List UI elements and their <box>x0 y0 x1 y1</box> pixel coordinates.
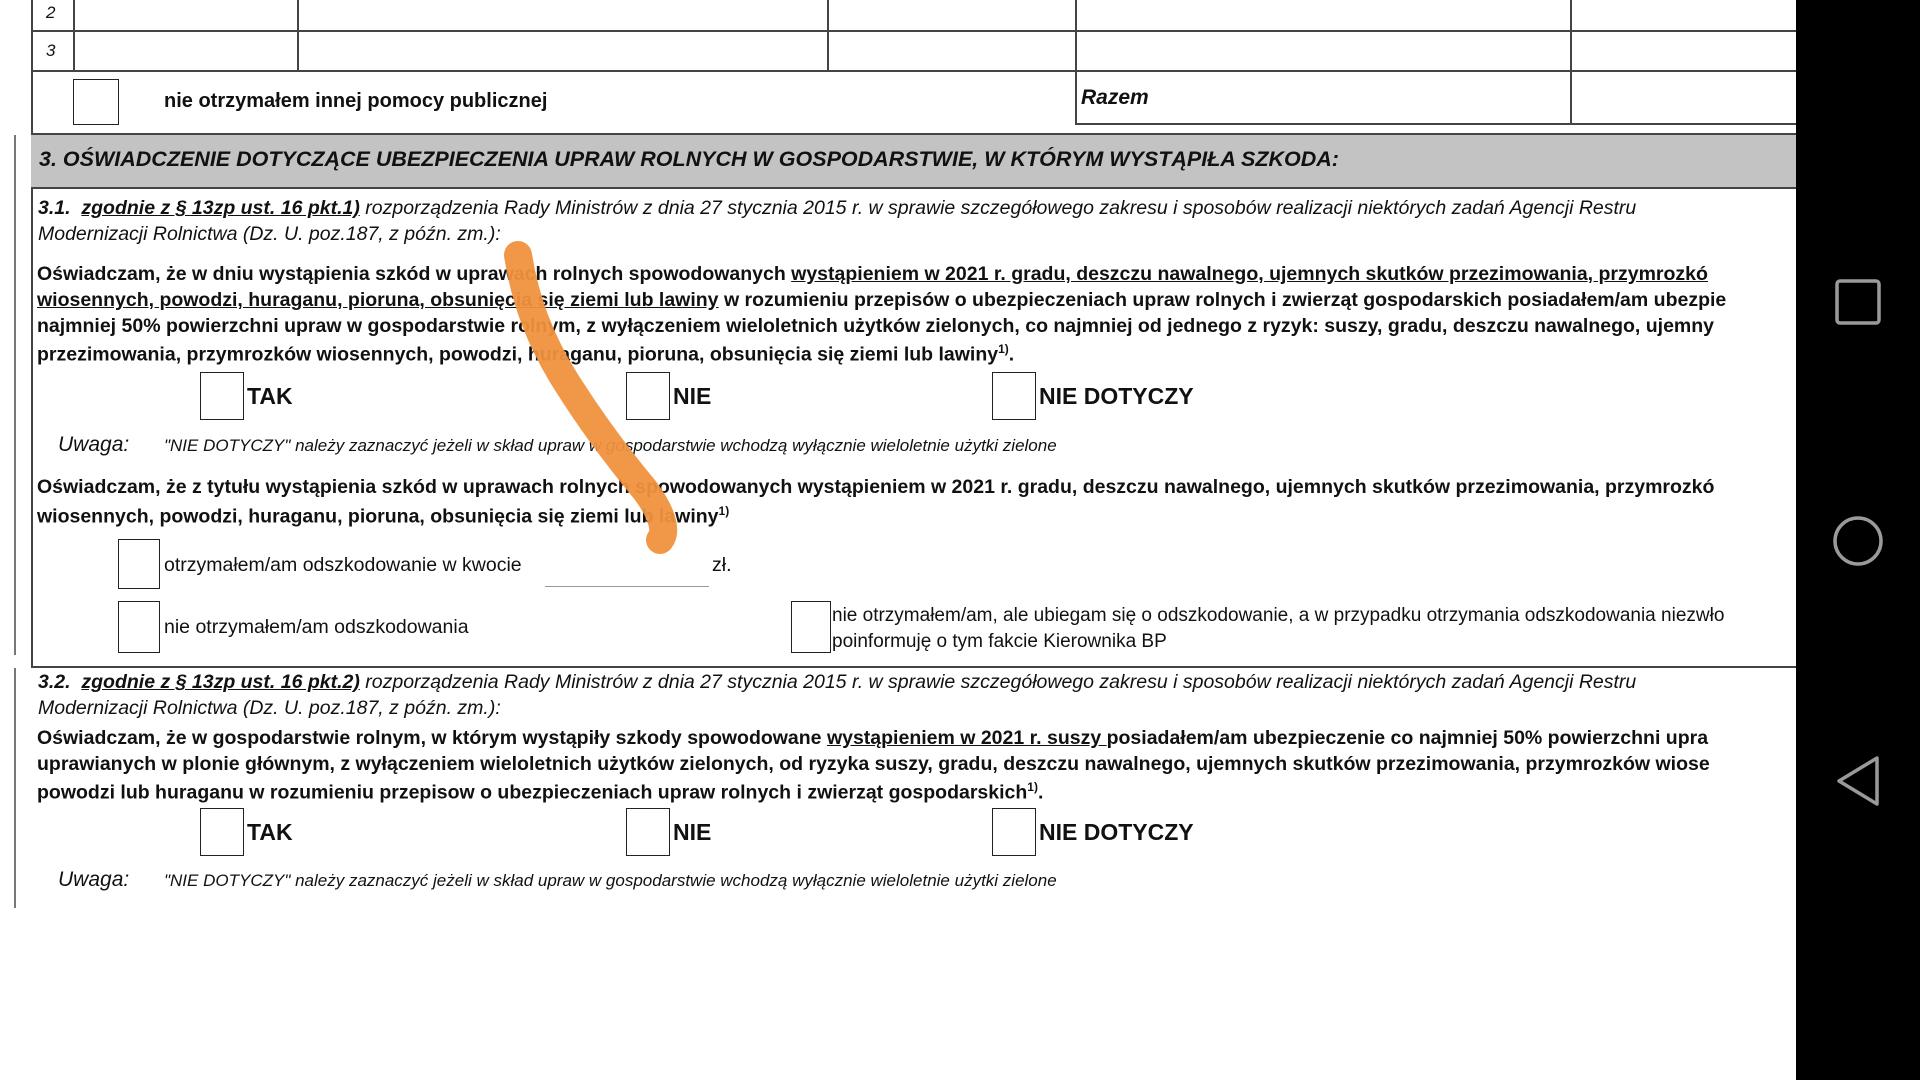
s31-decl1-text: w rozumieniu przepisów o ubezpieczeniach upraw rolnych i zwierząt gospodarskich posiadałem/am ubezpie <box>718 289 1727 311</box>
currency-label: zł. <box>712 554 732 576</box>
s31-tak-label: TAK <box>247 383 293 409</box>
s31-legal-ref: zgodnie z § 13zp ust. 16 pkt.1) <box>81 197 360 219</box>
s31-decl1-line3: najmniej 50% powierzchni upraw w gospodarstwie rolnym, z wyłączeniem wieloletnich użytków zielonych, co najmniej od jednego z ryzyk: suszy, gradu, deszczu nawalnego, ujemny <box>37 315 1715 337</box>
section-3-title: 3. OŚWIADCZENIE DOTYCZĄCE UBEZPIECZENIA UPRAW ROLNYCH W GOSPODARSTWIE, W KTÓRYM WYSTĄPIŁA SZKODA: <box>39 147 1339 171</box>
comp-received-label: otrzymałem/am odszkodowanie w kwocie <box>164 554 522 576</box>
table-row-number: 3 <box>46 41 56 60</box>
back-triangle-icon[interactable] <box>1833 754 1883 813</box>
s32-decl-text: posiadałem/am ubezpieczenie co najmniej 50% powierzchni upra <box>1106 727 1709 749</box>
s32-legal-ref: zgodnie z § 13zp ust. 16 pkt.2) <box>81 671 360 693</box>
s32-decl-end: . <box>1037 781 1044 804</box>
home-circle-icon[interactable] <box>1831 514 1885 573</box>
total-label: Razem <box>1081 86 1149 109</box>
footnote-ref: 1) <box>718 504 730 518</box>
system-nav-bar <box>1796 0 1920 1080</box>
s31-decl2-line1: Oświadczam, że z tytułu wystąpienia szkód w uprawach rolnych spowodowanych wystąpieniem w 2021 r. gradu, deszczu nawalnego, ujemnych skutków przezimowania, przymrozkó <box>37 476 1715 498</box>
s32-decl-text: powodzi lub huraganu w rozumieniu przepisow o ubezpieczeniach upraw rolnych i zwierząt gospodarskich <box>37 781 1028 804</box>
s32-note-text: "NIE DOTYCZY" należy zaznaczyć jeżeli w skład upraw w gospodarstwie wchodzą wyłącznie wieloletnie użytki zielone <box>164 871 1057 890</box>
s31-decl1-underlined: wiosennych, powodzi, huraganu, pioruna, obsunięcia się ziemi lub lawiny <box>37 289 719 311</box>
s32-decl-line2: uprawianych w plonie głównym, z wyłączeniem wieloletnich użytków zielonych, od ryzyka suszy, gradu, deszczu nawalnego, ujemnych skutków przezimowania, przymrozków wiose <box>37 753 1710 775</box>
footnote-ref: 1) <box>1027 780 1038 794</box>
s32-decl-underlined: wystąpieniem w 2021 r. suszy <box>826 727 1107 749</box>
s31-decl1-underlined: wystąpieniem w 2021 r. gradu, deszczu nawalnego, ujemnych skutków przezimowania, przymrozkó <box>791 263 1708 285</box>
s32-number: 3.2. <box>38 671 71 693</box>
s32-intro-line2: Modernizacji Rolnictwa (Dz. U. poz.187, z późn. zm.): <box>38 697 501 719</box>
s31-decl1-end: . <box>1008 343 1015 366</box>
no-aid-label: nie otrzymałem innej pomocy publicznej <box>164 90 548 112</box>
s31-note-label: Uwaga: <box>58 433 130 456</box>
s31-note-text: "NIE DOTYCZY" należy zaznaczyć jeżeli w skład upraw w gospodarstwie wchodzą wyłącznie wieloletnie użytki zielone <box>164 436 1057 455</box>
recents-square-icon[interactable] <box>1834 278 1882 331</box>
s32-decl-text: Oświadczam, że w gospodarstwie rolnym, w którym wystąpiły szkody spowodowane <box>37 727 827 749</box>
s31-nie-dotyczy-label: NIE DOTYCZY <box>1039 383 1194 409</box>
s32-note-label: Uwaga: <box>58 868 130 891</box>
footnote-ref: 1) <box>998 342 1009 356</box>
s31-intro-line2: Modernizacji Rolnictwa (Dz. U. poz.187, z późn. zm.): <box>38 223 501 245</box>
comp-pending-line1: nie otrzymałem/am, ale ubiegam się o odszkodowanie, a w przypadku otrzymania odszkodowania niezwło <box>832 605 1725 626</box>
s31-intro-text: rozporządzenia Rady Ministrów z dnia 27 stycznia 2015 r. w sprawie szczegółowego zakresu i sposobów realizacji niektórych zadań Agencji Restru <box>365 197 1637 219</box>
s31-decl1-text: przezimowania, przymrozków wiosennych, powodzi, huraganu, pioruna, obsunięcia się ziemi lub lawiny <box>37 343 999 366</box>
s31-decl1-text: Oświadczam, że w dniu wystąpienia szkód w uprawach rolnych spowodowanych <box>37 263 792 285</box>
s32-intro-text: rozporządzenia Rady Ministrów z dnia 27 stycznia 2015 r. w sprawie szczegółowego zakresu i sposobów realizacji niektórych zadań Agencji Restru <box>365 671 1637 693</box>
s31-number: 3.1. <box>38 197 71 219</box>
s32-tak-label: TAK <box>247 819 293 845</box>
s32-nie-dotyczy-label: NIE DOTYCZY <box>1039 819 1194 845</box>
s32-nie-label: NIE <box>673 819 712 845</box>
s31-decl2-text: wiosennych, powodzi, huraganu, pioruna, obsunięcia się ziemi lub lawiny <box>37 505 719 528</box>
table-row-number: 2 <box>46 3 56 22</box>
comp-not-received-label: nie otrzymałem/am odszkodowania <box>164 616 469 638</box>
comp-pending-line2: poinformuję o tym fakcie Kierownika BP <box>832 631 1167 652</box>
s31-nie-label: NIE <box>673 383 712 409</box>
